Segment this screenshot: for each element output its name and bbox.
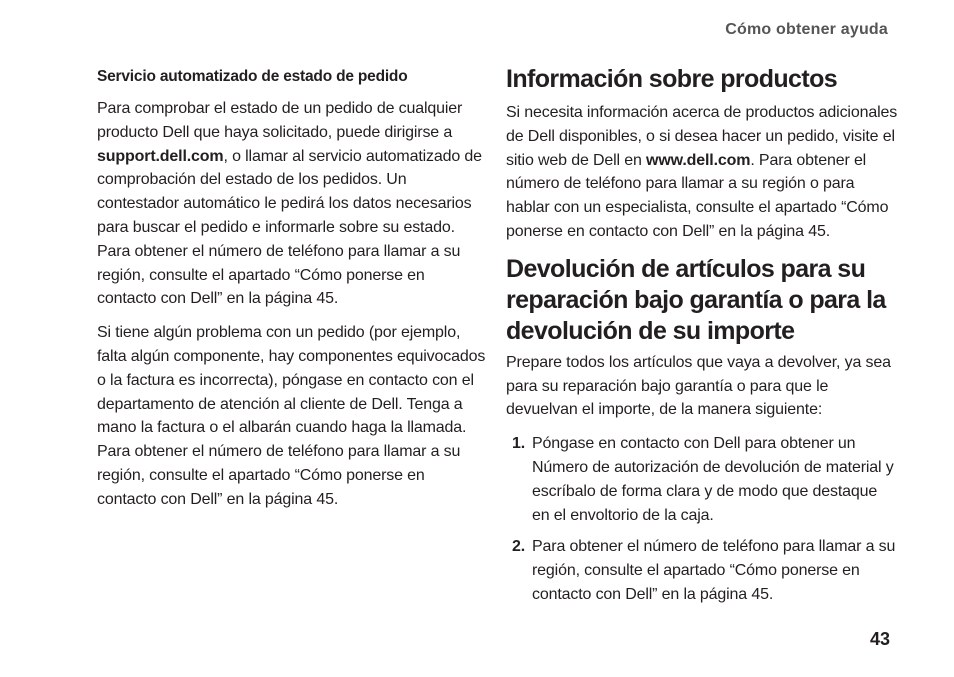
step-text: Póngase en contacto con Dell para obtener un Número de autorización de devolución de material y escríbalo de forma clara y de modo que destaque en el envoltorio de la caja. — [532, 435, 894, 524]
right-column — [506, 64, 898, 615]
list-item — [506, 535, 898, 606]
running-header: Cómo obtener ayuda — [725, 21, 888, 38]
page-number: 43 — [869, 629, 890, 649]
step-text: Para obtener el número de teléfono para llamar a su región, consulte el apartado “Cómo ponerse en contacto con Dell” en la página 45. — [532, 538, 896, 603]
returns-steps-list — [506, 432, 898, 607]
product-info-heading: Información sobre productos — [506, 65, 838, 93]
product-info-paragraph — [506, 101, 898, 244]
order-status-subheading: Servicio automatizado de estado de pedido — [97, 68, 408, 85]
step-number: 1. — [512, 435, 526, 453]
list-item — [506, 432, 898, 527]
support-link[interactable]: support.dell.com — [97, 147, 224, 165]
step-number: 2. — [512, 538, 526, 556]
paragraph-text: Si necesita información acerca de productos adicionales de Dell disponibles, o si desea hacer un pedido, visite el sitio web de Dell en — [506, 104, 898, 169]
returns-paragraph: Prepare todos los artículos que vaya a devolver, ya sea para su reparación bajo garantía o para que le devuelvan el importe, de la manera siguiente: — [506, 353, 891, 419]
returns-heading: Devolución de artículos para su reparación bajo garantía o para la devolución de su importe — [506, 254, 886, 345]
paragraph-text: Para comprobar el estado de un pedido de cualquier producto Dell que haya solicitado, puede dirigirse a — [97, 100, 463, 141]
order-status-paragraph — [97, 97, 487, 311]
order-problem-paragraph: Si tiene algún problema con un pedido (por ejemplo, falta algún componente, hay componentes equivocados o la factura es incorrecta), póngase en contacto con el departamento de atención al cliente de Dell. Tenga a mano la factura o el albarán cuando haga la llamada. Para obtener el número de teléfono para llamar a su región, consulte el apartado “Cómo ponerse en contacto con Dell” en la página 45. — [97, 324, 486, 508]
left-column — [97, 67, 487, 522]
dell-website-link[interactable]: www.dell.com — [646, 151, 751, 169]
paragraph-text: , o llamar al servicio automatizado de comprobación del estado de los pedidos. Un contestador automático le pedirá los datos necesarios para buscar el pedido e informarle sobre su estado. Para obtener el número de teléfono para llamar a su región, consulte el apartado “Cómo ponerse en contacto con Dell” en la página 45. — [97, 147, 482, 308]
paragraph-text: . Para obtener el número de teléfono para llamar a su región o para hablar con un especialista, consulte el apartado “Cómo ponerse en contacto con Dell” en la página 45. — [506, 151, 889, 240]
